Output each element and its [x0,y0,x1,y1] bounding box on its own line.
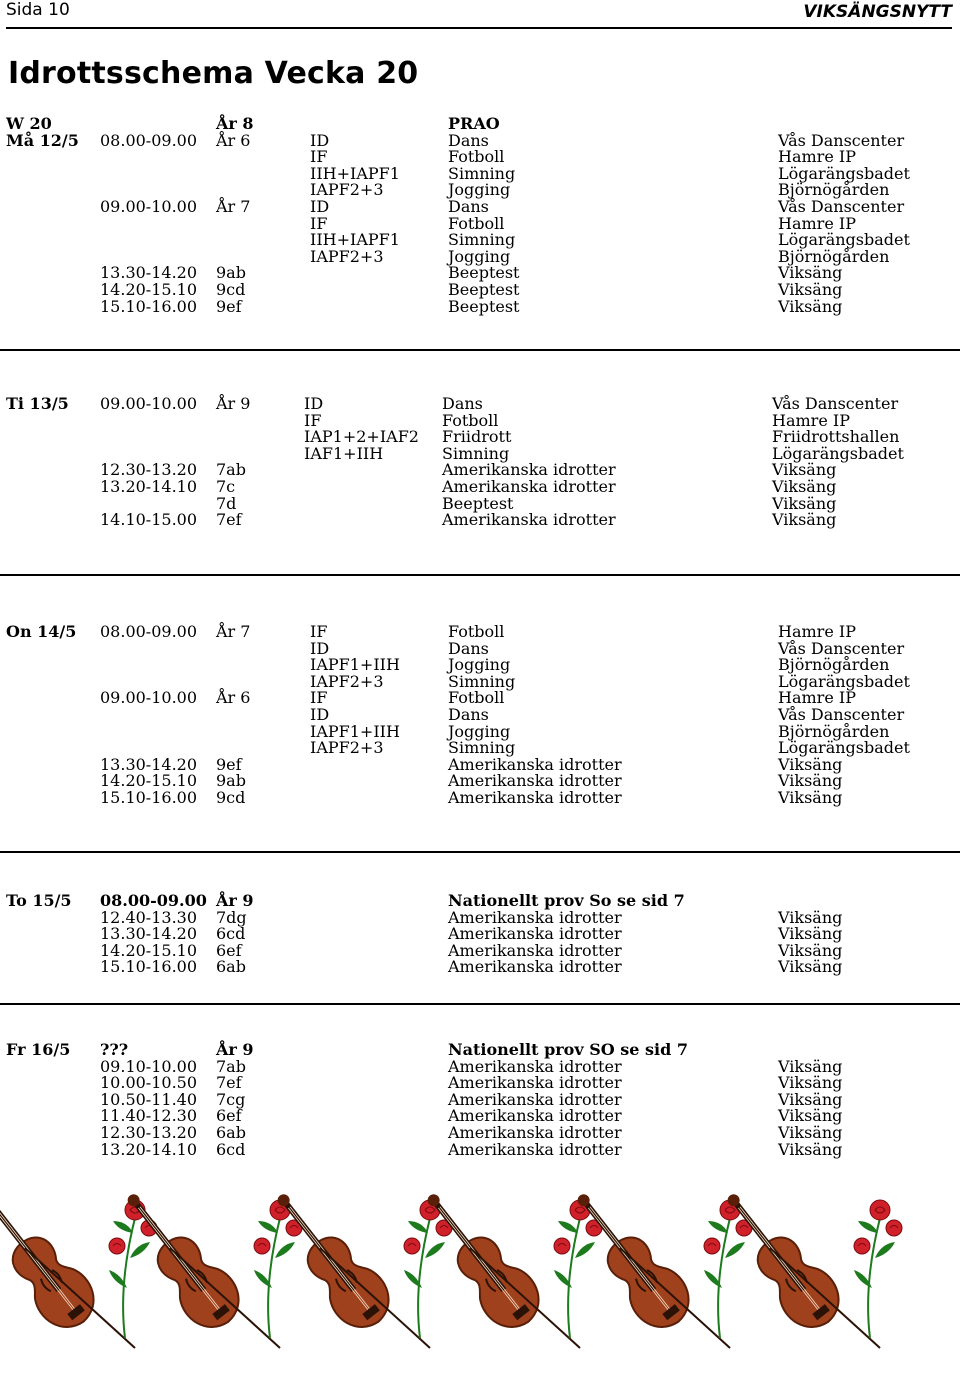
schedule-row [0,181,960,198]
time: 13.20-14.10 [100,477,198,496]
location: Lögarängsbadet [778,230,910,250]
time: 09.00-10.00 [100,197,198,216]
day-label: To 15/5 [6,891,72,910]
group: IAPF2+3 [310,738,384,758]
activity: Amerikanska idrotter [448,1139,622,1159]
schedule-row [0,215,960,232]
class: 6ef [216,1106,242,1126]
group: IAPF1+IIH [310,655,400,675]
class: År 9 [216,1040,254,1059]
location: Lögarängsbadet [778,738,910,758]
time: 15.10-16.00 [100,296,198,316]
schedule-row [0,1058,960,1075]
time: 15.10-16.00 [100,957,198,977]
class: 9ef [216,296,242,316]
class: 7ef [216,510,242,530]
group: IAPF1+IIH [310,721,400,741]
class: 6cd [216,1139,246,1159]
class: 6ef [216,940,242,960]
group: IAPF2+3 [310,180,384,200]
activity: Amerikanska idrotter [448,957,622,977]
activity: Nationellt prov SO se sid 7 [448,1040,689,1059]
newsletter-name: VIKSÄNGSNYTT [803,2,952,22]
time: 13.20-14.10 [100,1139,198,1159]
time: 14.10-15.00 [100,510,198,530]
location: Lögarängsbadet [778,163,910,183]
schedule-row [0,640,960,657]
time: 13.30-14.20 [100,924,198,944]
location: Vås Danscenter [778,130,905,150]
location: Viksäng [778,1106,843,1126]
schedule-row [0,756,960,773]
location: Viksäng [778,924,843,944]
activity: Fotboll [442,410,499,430]
activity: Nationellt prov So se sid 7 [448,891,685,910]
header-divider [6,27,952,29]
activity: Fotboll [448,213,505,233]
time: 09.00-10.00 [100,688,198,708]
schedule-row [0,148,960,165]
location: Vås Danscenter [778,638,905,658]
time: 14.20-15.10 [100,940,198,960]
location: Hamre IP [778,622,856,641]
page-number: Sida 10 [6,0,70,20]
group: ID [310,130,330,150]
location: Hamre IP [778,213,856,233]
group: IAPF2+3 [310,671,384,691]
location: Viksäng [778,940,843,960]
location: Viksäng [778,907,843,927]
group: IF [310,213,328,233]
group: IF [310,622,328,641]
schedule-row [0,281,960,298]
activity: Jogging [448,721,511,741]
activity: Amerikanska idrotter [448,924,622,944]
schedule-row [0,478,960,495]
time: 09.10-10.00 [100,1056,198,1076]
schedule-row [0,925,960,942]
schedule-row [0,248,960,265]
activity: Amerikanska idrotter [448,1073,622,1093]
class: 6ab [216,957,246,977]
class: 7c [216,477,236,496]
location: Hamre IP [778,688,856,708]
class: 7ab [216,1056,246,1076]
activity: Amerikanska idrotter [448,907,622,927]
class: 9cd [216,280,246,299]
group: IIH+IAPF1 [310,230,400,250]
activity: Simning [448,230,516,250]
class: 7dg [216,907,247,927]
activity: Dans [448,705,489,724]
activity: Beeptest [442,493,514,513]
day-label: Fr 16/5 [6,1040,71,1059]
location: Vås Danscenter [778,197,905,216]
class: År 6 [216,130,251,150]
page-title: Idrottsschema Vecka 20 [8,56,419,91]
schedule-row [0,1107,960,1124]
location: Viksäng [778,280,843,299]
activity: Fotboll [448,688,505,708]
time: 09.00-10.00 [100,394,198,413]
activity: Dans [442,394,483,413]
class: 9ab [216,263,246,283]
time: 12.30-13.20 [100,1123,198,1142]
location: Viksäng [778,1056,843,1076]
class: År 9 [216,394,251,413]
time: 08.00-09.00 [100,130,198,150]
group: ID [310,705,330,724]
time: 13.30-14.20 [100,754,198,774]
activity: Simning [448,671,516,691]
class: År 6 [216,688,251,708]
time: 13.30-14.20 [100,263,198,283]
activity: Fotboll [448,622,505,641]
activity: Dans [448,638,489,658]
schedule-row [0,789,960,806]
group: ID [310,197,330,216]
time: 08.00-09.00 [100,622,198,641]
schedule-row [0,1091,960,1108]
activity: Jogging [448,180,511,200]
schedule-row [0,395,960,412]
location: Björnögården [778,246,890,266]
activity: Amerikanska idrotter [448,788,622,807]
location: Viksäng [778,296,843,316]
time: ??? [100,1040,129,1059]
schedule-row [0,445,960,462]
activity: Beeptest [448,296,520,316]
activity: Amerikanska idrotter [448,940,622,960]
schedule-row [0,298,960,315]
schedule-row [0,623,960,640]
activity: Dans [448,197,489,216]
schedule-row [0,511,960,528]
group: IAF1+IIH [304,443,384,463]
schedule-row [0,942,960,959]
location: Viksäng [778,1089,843,1109]
location: Björnögården [778,721,890,741]
schedule-row [0,1074,960,1091]
schedule-row [0,1124,960,1141]
time: 10.00-10.50 [100,1073,198,1093]
class: 6ab [216,1123,246,1142]
section-divider [0,349,960,351]
location: Viksäng [778,957,843,977]
class: 6cd [216,924,246,944]
activity: Simning [448,738,516,758]
schedule-row [0,772,960,789]
group: IAP1+2+IAF2 [304,427,419,447]
schedule-row [0,115,960,132]
activity: Beeptest [448,263,520,283]
location: Vås Danscenter [772,394,899,413]
schedule-row [0,1041,960,1058]
schedule-row [0,412,960,429]
day-label: Må 12/5 [6,130,79,150]
location: Viksäng [772,477,837,496]
section-divider [0,574,960,576]
class: 9cd [216,788,246,807]
activity: Simning [442,443,510,463]
class: 7ab [216,460,246,480]
activity: Amerikanska idrotter [442,460,616,480]
schedule-row [0,909,960,926]
activity: Jogging [448,655,511,675]
schedule-row [0,461,960,478]
activity: Amerikanska idrotter [448,1123,622,1142]
schedule-row [0,689,960,706]
schedule-row [0,1141,960,1158]
location: Viksäng [772,510,837,530]
time: 08.00-09.00 [100,891,207,910]
time: 14.20-15.10 [100,771,198,791]
group: ID [304,394,324,413]
violin-rose-5 [558,1178,752,1348]
activity: Amerikanska idrotter [448,1089,622,1109]
location: Lögarängsbadet [778,671,910,691]
violin-rose-3 [258,1178,452,1348]
group: ID [310,638,330,658]
schedule-row [0,739,960,756]
class: 9ab [216,771,246,791]
schedule-row [0,706,960,723]
day-label: W 20 [6,114,52,133]
schedule-row [0,723,960,740]
day-label: Ti 13/5 [6,394,69,413]
location: Viksäng [772,460,837,480]
schedule-row [0,656,960,673]
activity: Dans [448,130,489,150]
schedule-row [0,165,960,182]
location: Viksäng [778,788,843,807]
violin-rose-4 [408,1178,602,1348]
class: 9ef [216,754,242,774]
activity: PRAO [448,114,500,133]
location: Viksäng [778,771,843,791]
time: 11.40-12.30 [100,1106,198,1126]
schedule-row [0,231,960,248]
activity: Amerikanska idrotter [442,510,616,530]
schedule-row [0,958,960,975]
activity: Beeptest [448,280,520,299]
location: Björnögården [778,655,890,675]
violin-rose-border [0,1178,960,1368]
class: 7ef [216,1073,242,1093]
activity: Fotboll [448,147,505,167]
location: Viksäng [778,754,843,774]
time: 10.50-11.40 [100,1089,198,1109]
section-divider [0,851,960,853]
location: Viksäng [778,1073,843,1093]
schedule-row [0,132,960,149]
activity: Amerikanska idrotter [448,771,622,791]
schedule-row [0,428,960,445]
class: År 8 [216,114,254,133]
class: 7cg [216,1089,246,1109]
class: År 7 [216,622,251,641]
schedule-row [0,892,960,909]
location: Viksäng [778,1139,843,1159]
schedule-row [0,673,960,690]
violin-rose-6 [708,1178,902,1348]
activity: Simning [448,163,516,183]
location: Hamre IP [772,410,850,430]
group: IF [310,688,328,708]
location: Viksäng [778,263,843,283]
group: IAPF2+3 [310,246,384,266]
schedule-row [0,495,960,512]
violin-rose-2 [108,1178,302,1348]
location: Viksäng [772,493,837,513]
class: 7d [216,493,237,513]
activity: Amerikanska idrotter [448,1106,622,1126]
location: Björnögården [778,180,890,200]
activity: Friidrott [442,427,512,447]
group: IIH+IAPF1 [310,163,400,183]
schedule-row [0,264,960,281]
time: 12.40-13.30 [100,907,198,927]
location: Hamre IP [778,147,856,167]
activity: Jogging [448,246,511,266]
location: Vås Danscenter [778,705,905,724]
time: 12.30-13.20 [100,460,198,480]
location: Lögarängsbadet [772,443,904,463]
day-label: On 14/5 [6,622,77,641]
group: IF [304,410,322,430]
activity: Amerikanska idrotter [442,477,616,496]
class: År 7 [216,197,251,216]
schedule-row [0,198,960,215]
activity: Amerikanska idrotter [448,1056,622,1076]
location: Viksäng [778,1123,843,1142]
section-divider [0,1003,960,1005]
class: År 9 [216,891,254,910]
footer-decoration [0,1178,960,1368]
activity: Amerikanska idrotter [448,754,622,774]
time: 14.20-15.10 [100,280,198,299]
location: Friidrottshallen [772,427,900,447]
time: 15.10-16.00 [100,788,198,807]
group: IF [310,147,328,167]
